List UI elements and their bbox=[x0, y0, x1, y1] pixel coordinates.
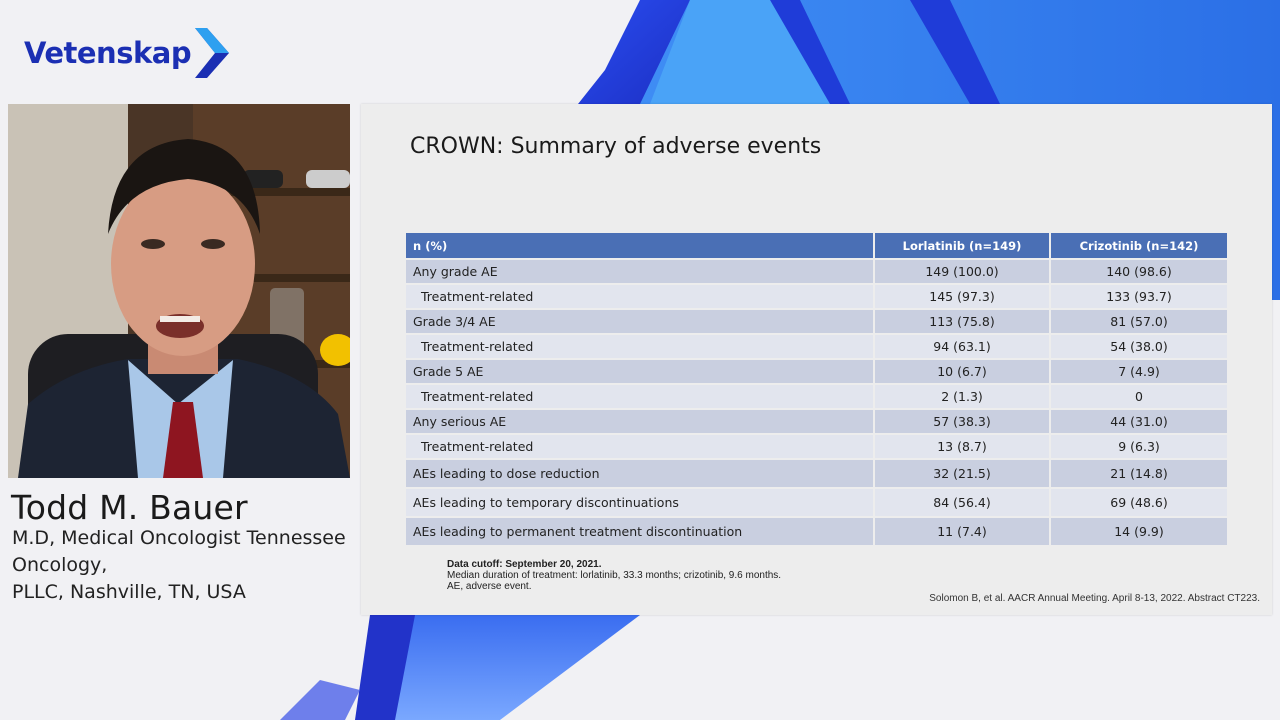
lorlatinib-value: 113 (75.8) bbox=[874, 309, 1050, 334]
table-row bbox=[406, 359, 1227, 384]
crizotinib-value: 14 (9.9) bbox=[1050, 517, 1227, 545]
row-label: AEs leading to permanent treatment discontinuation bbox=[406, 517, 874, 545]
logo-wordmark: Vetenskap bbox=[24, 36, 192, 70]
lorlatinib-value: 57 (38.3) bbox=[874, 409, 1050, 434]
lorlatinib-value: 11 (7.4) bbox=[874, 517, 1050, 545]
row-label: Treatment-related bbox=[406, 334, 874, 359]
table-row bbox=[406, 409, 1227, 434]
speaker-title-line: Oncology, bbox=[12, 554, 108, 576]
vetenskap-logo[interactable] bbox=[24, 26, 231, 80]
crizotinib-value: 0 bbox=[1050, 384, 1227, 409]
table-body bbox=[406, 259, 1227, 545]
footnote-cutoff: Data cutoff: September 20, 2021. bbox=[447, 559, 602, 570]
crizotinib-value: 44 (31.0) bbox=[1050, 409, 1227, 434]
column-header: Lorlatinib (n=149) bbox=[874, 233, 1050, 259]
column-header: Crizotinib (n=142) bbox=[1050, 233, 1227, 259]
footnotes bbox=[447, 559, 781, 592]
footnote-abbreviation: AE, adverse event. bbox=[447, 581, 532, 592]
row-label: Grade 3/4 AE bbox=[406, 309, 874, 334]
lorlatinib-value: 84 (56.4) bbox=[874, 488, 1050, 517]
citation: Solomon B, et al. AACR Annual Meeting. April 8-13, 2022. Abstract CT223. bbox=[929, 593, 1260, 604]
crizotinib-value: 81 (57.0) bbox=[1050, 309, 1227, 334]
footnote-duration: Median duration of treatment: lorlatinib, 33.3 months; crizotinib, 9.6 months. bbox=[447, 570, 782, 581]
crizotinib-value: 7 (4.9) bbox=[1050, 359, 1227, 384]
adverse-events-table bbox=[406, 233, 1227, 545]
crizotinib-value: 133 (93.7) bbox=[1050, 284, 1227, 309]
lorlatinib-value: 149 (100.0) bbox=[874, 259, 1050, 284]
table-row bbox=[406, 384, 1227, 409]
lorlatinib-value: 145 (97.3) bbox=[874, 284, 1050, 309]
table-row bbox=[406, 309, 1227, 334]
table-row bbox=[406, 334, 1227, 359]
row-label: AEs leading to dose reduction bbox=[406, 459, 874, 488]
slide-title: CROWN: Summary of adverse events bbox=[410, 134, 822, 159]
speaker-video-frame bbox=[8, 104, 350, 478]
lorlatinib-value: 32 (21.5) bbox=[874, 459, 1050, 488]
crizotinib-value: 9 (6.3) bbox=[1050, 434, 1227, 459]
row-label: Treatment-related bbox=[406, 284, 874, 309]
presentation-slide bbox=[361, 104, 1272, 615]
table-row bbox=[406, 488, 1227, 517]
speaker-name: Todd M. Bauer bbox=[11, 488, 248, 527]
row-label: AEs leading to temporary discontinuations bbox=[406, 488, 874, 517]
lorlatinib-value: 2 (1.3) bbox=[874, 384, 1050, 409]
table-header-row bbox=[406, 233, 1227, 259]
crizotinib-value: 21 (14.8) bbox=[1050, 459, 1227, 488]
row-label: Treatment-related bbox=[406, 384, 874, 409]
table-row bbox=[406, 459, 1227, 488]
crizotinib-value: 54 (38.0) bbox=[1050, 334, 1227, 359]
table-row bbox=[406, 517, 1227, 545]
speaker-title-line: PLLC, Nashville, TN, USA bbox=[12, 581, 246, 603]
table-row bbox=[406, 284, 1227, 309]
lorlatinib-value: 94 (63.1) bbox=[874, 334, 1050, 359]
speaker-video bbox=[8, 104, 350, 478]
crizotinib-value: 69 (48.6) bbox=[1050, 488, 1227, 517]
table-row bbox=[406, 259, 1227, 284]
column-header: n (%) bbox=[406, 233, 874, 259]
row-label: Treatment-related bbox=[406, 434, 874, 459]
chevron-arrow-icon bbox=[193, 26, 231, 80]
crizotinib-value: 140 (98.6) bbox=[1050, 259, 1227, 284]
lorlatinib-value: 13 (8.7) bbox=[874, 434, 1050, 459]
speaker-title-line: M.D, Medical Oncologist Tennessee bbox=[12, 527, 346, 549]
table-row bbox=[406, 434, 1227, 459]
row-label: Any serious AE bbox=[406, 409, 874, 434]
speaker-affiliation bbox=[12, 525, 352, 606]
lorlatinib-value: 10 (6.7) bbox=[874, 359, 1050, 384]
row-label: Any grade AE bbox=[406, 259, 874, 284]
row-label: Grade 5 AE bbox=[406, 359, 874, 384]
